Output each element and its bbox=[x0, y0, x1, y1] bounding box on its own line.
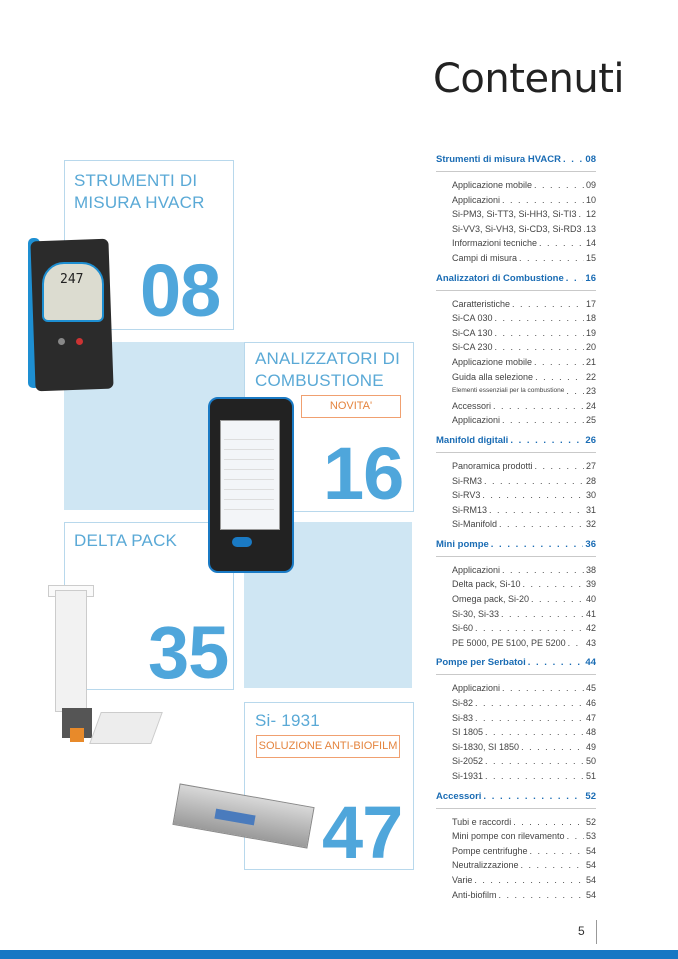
toc-item-page: 54 bbox=[585, 845, 596, 856]
toc-section-page: 36 bbox=[585, 538, 596, 550]
toc-section-page: 44 bbox=[585, 657, 596, 669]
toc-item-title: Applicazioni bbox=[452, 683, 501, 694]
toc-item[interactable] bbox=[436, 413, 596, 428]
toc-section-heading[interactable] bbox=[436, 656, 596, 670]
toc-item-title: Si-VV3, Si-VH3, Si-CD3, Si-RD3 bbox=[452, 223, 582, 234]
toc-item[interactable] bbox=[436, 815, 596, 830]
toc-item-title: Si-PM3, Si-TT3, Si-HH3, Si-TI3 bbox=[452, 209, 577, 220]
toc-item[interactable] bbox=[436, 621, 596, 636]
toc-item[interactable] bbox=[436, 370, 596, 385]
toc-leader-dots bbox=[579, 207, 584, 222]
toc-leader-dots bbox=[502, 681, 584, 696]
toc-leader-dots bbox=[512, 297, 584, 312]
toc-leader-dots bbox=[510, 434, 583, 448]
toc-item[interactable] bbox=[436, 740, 596, 755]
page-number: 5 bbox=[578, 924, 585, 938]
toc-leader-dots bbox=[521, 740, 584, 755]
toc-item-title: Applicazione mobile bbox=[452, 180, 533, 190]
toc-item-title: Tubi e raccordi bbox=[452, 816, 512, 827]
toc-item[interactable] bbox=[436, 297, 596, 312]
toc-section-title: Analizzatori di Combustione bbox=[436, 272, 564, 284]
toc-section-rule bbox=[436, 556, 596, 557]
toc-item[interactable] bbox=[436, 340, 596, 355]
toc-leader-dots bbox=[521, 858, 584, 873]
analyzer-row bbox=[224, 492, 274, 500]
toc-item[interactable] bbox=[436, 592, 596, 607]
toc-section-title: Accessori bbox=[436, 790, 482, 802]
toc-item[interactable] bbox=[436, 222, 596, 237]
toc-item-page: 51 bbox=[585, 771, 596, 781]
toc-leader-dots bbox=[495, 326, 584, 341]
toc-item[interactable] bbox=[436, 563, 596, 578]
page-number-divider bbox=[596, 920, 597, 944]
toc-leader-dots bbox=[563, 153, 583, 167]
toc-item[interactable] bbox=[436, 178, 596, 193]
analyzer-row bbox=[224, 452, 274, 460]
toc-item-page: 52 bbox=[585, 816, 596, 827]
toc-item-page: 20 bbox=[585, 342, 596, 353]
toc-leader-dots bbox=[566, 272, 584, 286]
analyzer-row bbox=[224, 442, 274, 450]
toc-section-heading[interactable] bbox=[436, 153, 596, 167]
toc-item[interactable] bbox=[436, 326, 596, 341]
toc-item-page: 47 bbox=[585, 712, 596, 723]
toc-section-heading[interactable] bbox=[436, 790, 596, 804]
toc-item-title: Si-RM13 bbox=[452, 504, 488, 515]
toc-item-title: Caratteristiche bbox=[452, 298, 511, 309]
block-label-delta-pack: DELTA PACK bbox=[74, 531, 178, 550]
toc-item-page: 49 bbox=[585, 741, 596, 752]
toc-leader-dots bbox=[502, 563, 584, 578]
toc-leader-dots bbox=[523, 577, 584, 592]
toc-item-page: 32 bbox=[585, 519, 596, 530]
toc-leader-dots bbox=[475, 711, 584, 726]
toc-leader-dots bbox=[519, 251, 584, 266]
analyzer-row bbox=[224, 502, 274, 510]
toc-item-title: Anti-biofilm bbox=[452, 889, 497, 900]
block-label-hvacr: STRUMENTI DI MISURA HVACR bbox=[74, 171, 205, 212]
toc-section-page: 52 bbox=[585, 790, 596, 802]
pump-tray bbox=[89, 712, 163, 744]
toc-leader-dots bbox=[484, 474, 584, 489]
toc-item-title: Delta pack, Si-10 bbox=[452, 579, 521, 590]
toc-item-page: 40 bbox=[585, 594, 596, 605]
toc-section-rule bbox=[436, 808, 596, 809]
toc-leader-dots bbox=[501, 607, 584, 622]
toc-section-heading[interactable] bbox=[436, 272, 596, 286]
toc-item-title: Informazioni tecniche bbox=[452, 238, 538, 249]
page-title: Contenuti bbox=[433, 56, 625, 102]
toc-item-page: 42 bbox=[585, 623, 596, 634]
toc-item-title: Elementi essenziali per la combustione bbox=[452, 387, 565, 395]
toc-item-page: 25 bbox=[585, 415, 596, 426]
toc-leader-dots bbox=[491, 538, 584, 552]
instrument-screen bbox=[42, 262, 104, 322]
toc-leader-dots bbox=[534, 355, 584, 370]
toc-item-page: 24 bbox=[585, 400, 596, 411]
toc-item[interactable] bbox=[436, 873, 596, 888]
toc-item-title: Si-CA 230 bbox=[452, 342, 493, 353]
toc-item-page: 12 bbox=[585, 209, 596, 220]
toc-item-title: Applicazione mobile bbox=[452, 356, 533, 367]
toc-item-title: Mini pompe con rilevamento bbox=[452, 831, 565, 842]
toc-item[interactable] bbox=[436, 636, 596, 651]
toc-item-page: 19 bbox=[585, 327, 596, 338]
toc-item-page: 30 bbox=[585, 490, 596, 501]
toc-item-title: Si-2052 bbox=[452, 756, 484, 767]
toc-item[interactable] bbox=[436, 888, 596, 903]
toc-section-rule bbox=[436, 674, 596, 675]
toc-leader-dots bbox=[499, 888, 584, 903]
toc-item-title: Pompe centrifughe bbox=[452, 845, 528, 856]
table-of-contents bbox=[436, 153, 596, 908]
toc-section-rule bbox=[436, 171, 596, 172]
toc-leader-dots bbox=[528, 656, 584, 670]
analyzer-row bbox=[224, 462, 274, 470]
pump-valve bbox=[70, 728, 84, 742]
analyzer-row bbox=[224, 482, 274, 490]
toc-leader-dots bbox=[474, 873, 584, 888]
toc-item[interactable] bbox=[436, 236, 596, 251]
toc-item-page: 54 bbox=[585, 889, 596, 900]
toc-item-page: 48 bbox=[585, 727, 596, 738]
toc-item[interactable] bbox=[436, 858, 596, 873]
toc-leader-dots bbox=[489, 503, 584, 518]
toc-item[interactable] bbox=[436, 355, 596, 370]
toc-item[interactable] bbox=[436, 607, 596, 622]
toc-item[interactable] bbox=[436, 711, 596, 726]
toc-item-title: Neutralizzazione bbox=[452, 860, 519, 871]
toc-item[interactable] bbox=[436, 769, 596, 784]
toc-item[interactable] bbox=[436, 459, 596, 474]
toc-item[interactable] bbox=[436, 681, 596, 696]
toc-item[interactable] bbox=[436, 517, 596, 532]
instrument-button bbox=[58, 338, 65, 345]
block-number-combustione: 16 bbox=[323, 432, 404, 515]
toc-item[interactable] bbox=[436, 577, 596, 592]
block-label-combustione: ANALIZZATORI DI COMBUSTIONE bbox=[255, 349, 401, 390]
toc-item[interactable] bbox=[436, 725, 596, 740]
toc-item-title: Si-1830, SI 1850 bbox=[452, 741, 520, 752]
toc-item-title: Si-CA 030 bbox=[452, 313, 493, 324]
toc-section-heading[interactable] bbox=[436, 538, 596, 552]
toc-item-title: Si-82 bbox=[452, 698, 474, 709]
toc-item-page: 53 bbox=[585, 831, 596, 842]
toc-item-page: 17 bbox=[585, 298, 596, 309]
toc-item-title: Applicazioni bbox=[452, 194, 501, 205]
toc-item-title: Guida alla selezione bbox=[452, 371, 534, 382]
toc-item-page: 22 bbox=[585, 371, 596, 382]
block-number-hvacr: 08 bbox=[140, 249, 221, 332]
toc-item-title: PE 5000, PE 5100, PE 5200 bbox=[452, 637, 566, 648]
toc-leader-dots bbox=[485, 769, 584, 784]
instrument-reading: 247 bbox=[60, 272, 84, 287]
toc-leader-dots bbox=[475, 621, 584, 636]
toc-item-title: Accessori bbox=[452, 400, 492, 411]
toc-leader-dots bbox=[530, 844, 584, 859]
toc-item-page: 46 bbox=[585, 698, 596, 709]
toc-item-page: 31 bbox=[585, 504, 596, 515]
toc-item-page: 21 bbox=[585, 356, 596, 367]
toc-leader-dots bbox=[568, 636, 584, 651]
toc-item-title: Si-RV3 bbox=[452, 490, 481, 501]
toc-item-page: 28 bbox=[585, 475, 596, 486]
toc-leader-dots bbox=[493, 399, 584, 414]
toc-leader-dots bbox=[495, 311, 584, 326]
toc-item-title: Applicazioni bbox=[452, 415, 501, 426]
block-label-si1931: Si- 1931 bbox=[255, 711, 320, 730]
toc-item-page: 23 bbox=[585, 386, 596, 397]
toc-item-page: 54 bbox=[585, 860, 596, 871]
toc-item[interactable] bbox=[436, 311, 596, 326]
toc-item-title: Si-1931 bbox=[452, 771, 484, 781]
toc-leader-dots bbox=[502, 193, 584, 208]
toc-leader-dots bbox=[534, 178, 584, 193]
toc-section-heading[interactable] bbox=[436, 434, 596, 448]
anti-biofilm-badge: SOLUZIONE ANTI-BIOFILM bbox=[256, 735, 400, 758]
toc-item[interactable] bbox=[436, 207, 596, 222]
toc-item-page: 50 bbox=[585, 756, 596, 767]
toc-item-page: 27 bbox=[585, 460, 596, 471]
toc-section-title: Manifold digitali bbox=[436, 434, 509, 446]
toc-section-rule bbox=[436, 452, 596, 453]
footer-bar bbox=[0, 950, 678, 959]
toc-item-title: Si-83 bbox=[452, 712, 474, 723]
toc-leader-dots bbox=[535, 459, 584, 474]
toc-item-page: 41 bbox=[585, 608, 596, 619]
toc-item-page: 09 bbox=[585, 180, 596, 190]
toc-item-page: 38 bbox=[585, 564, 596, 575]
pump-tube bbox=[55, 590, 87, 712]
toc-item-title: Omega pack, Si-20 bbox=[452, 594, 530, 605]
toc-item-page: 14 bbox=[585, 238, 596, 249]
toc-item-title: Applicazioni bbox=[452, 564, 501, 575]
toc-leader-dots bbox=[566, 384, 584, 399]
toc-leader-dots bbox=[485, 754, 584, 769]
toc-item[interactable] bbox=[436, 503, 596, 518]
toc-item-page: 39 bbox=[585, 579, 596, 590]
toc-leader-dots bbox=[485, 725, 584, 740]
toc-section-page: 16 bbox=[585, 272, 596, 284]
toc-item[interactable] bbox=[436, 399, 596, 414]
toc-item-title: Si-RM3 bbox=[452, 475, 483, 486]
toc-item[interactable] bbox=[436, 193, 596, 208]
toc-leader-dots bbox=[535, 370, 584, 385]
analyzer-home-button bbox=[232, 537, 252, 547]
toc-item[interactable] bbox=[436, 844, 596, 859]
toc-item[interactable] bbox=[436, 384, 596, 399]
toc-item-page: 45 bbox=[585, 683, 596, 694]
toc-leader-dots bbox=[539, 236, 584, 251]
novita-badge: NOVITA' bbox=[301, 395, 401, 418]
toc-item-title: Si-Manifold bbox=[452, 519, 498, 530]
toc-item[interactable] bbox=[436, 251, 596, 266]
toc-item[interactable] bbox=[436, 754, 596, 769]
toc-section-title: Mini pompe bbox=[436, 538, 489, 550]
toc-item[interactable] bbox=[436, 474, 596, 489]
toc-leader-dots bbox=[483, 790, 583, 804]
toc-item-page: 43 bbox=[585, 637, 596, 648]
toc-item-title: Si-CA 130 bbox=[452, 327, 493, 338]
toc-leader-dots bbox=[475, 696, 584, 711]
toc-item[interactable] bbox=[436, 696, 596, 711]
toc-leader-dots bbox=[531, 592, 584, 607]
toc-item-title: Si-60 bbox=[452, 623, 474, 634]
analyzer-row bbox=[224, 432, 274, 440]
block-number-si1931: 47 bbox=[322, 791, 403, 874]
toc-item-page: 18 bbox=[585, 313, 596, 324]
toc-leader-dots bbox=[495, 340, 584, 355]
toc-item-page: 13 bbox=[585, 223, 596, 234]
toc-item-title: SI 1805 bbox=[452, 727, 484, 738]
toc-leader-dots bbox=[513, 815, 584, 830]
toc-section-page: 26 bbox=[585, 434, 596, 446]
toc-item-title: Panoramica prodotti bbox=[452, 460, 533, 471]
toc-section-title: Strumenti di misura HVACR bbox=[436, 154, 561, 165]
toc-gap bbox=[436, 902, 596, 908]
toc-leader-dots bbox=[502, 413, 584, 428]
toc-item-page: 15 bbox=[585, 252, 596, 263]
toc-item[interactable] bbox=[436, 488, 596, 503]
block-number-delta-pack: 35 bbox=[148, 611, 229, 694]
toc-section-title: Pompe per Serbatoi bbox=[436, 657, 526, 669]
toc-item-page: 10 bbox=[585, 194, 596, 205]
toc-section-rule bbox=[436, 290, 596, 291]
analyzer-row bbox=[224, 472, 274, 480]
toc-item[interactable] bbox=[436, 829, 596, 844]
toc-item-title: Varie bbox=[452, 874, 473, 885]
toc-item-page: 54 bbox=[585, 874, 596, 885]
toc-leader-dots bbox=[499, 517, 584, 532]
toc-leader-dots bbox=[567, 829, 584, 844]
toc-section-page: 08 bbox=[585, 154, 596, 165]
toc-item-title: Campi di misura bbox=[452, 252, 518, 263]
toc-item-title: Si-30, Si-33 bbox=[452, 608, 500, 619]
instrument-power-button bbox=[76, 338, 83, 345]
toc-leader-dots bbox=[482, 488, 584, 503]
